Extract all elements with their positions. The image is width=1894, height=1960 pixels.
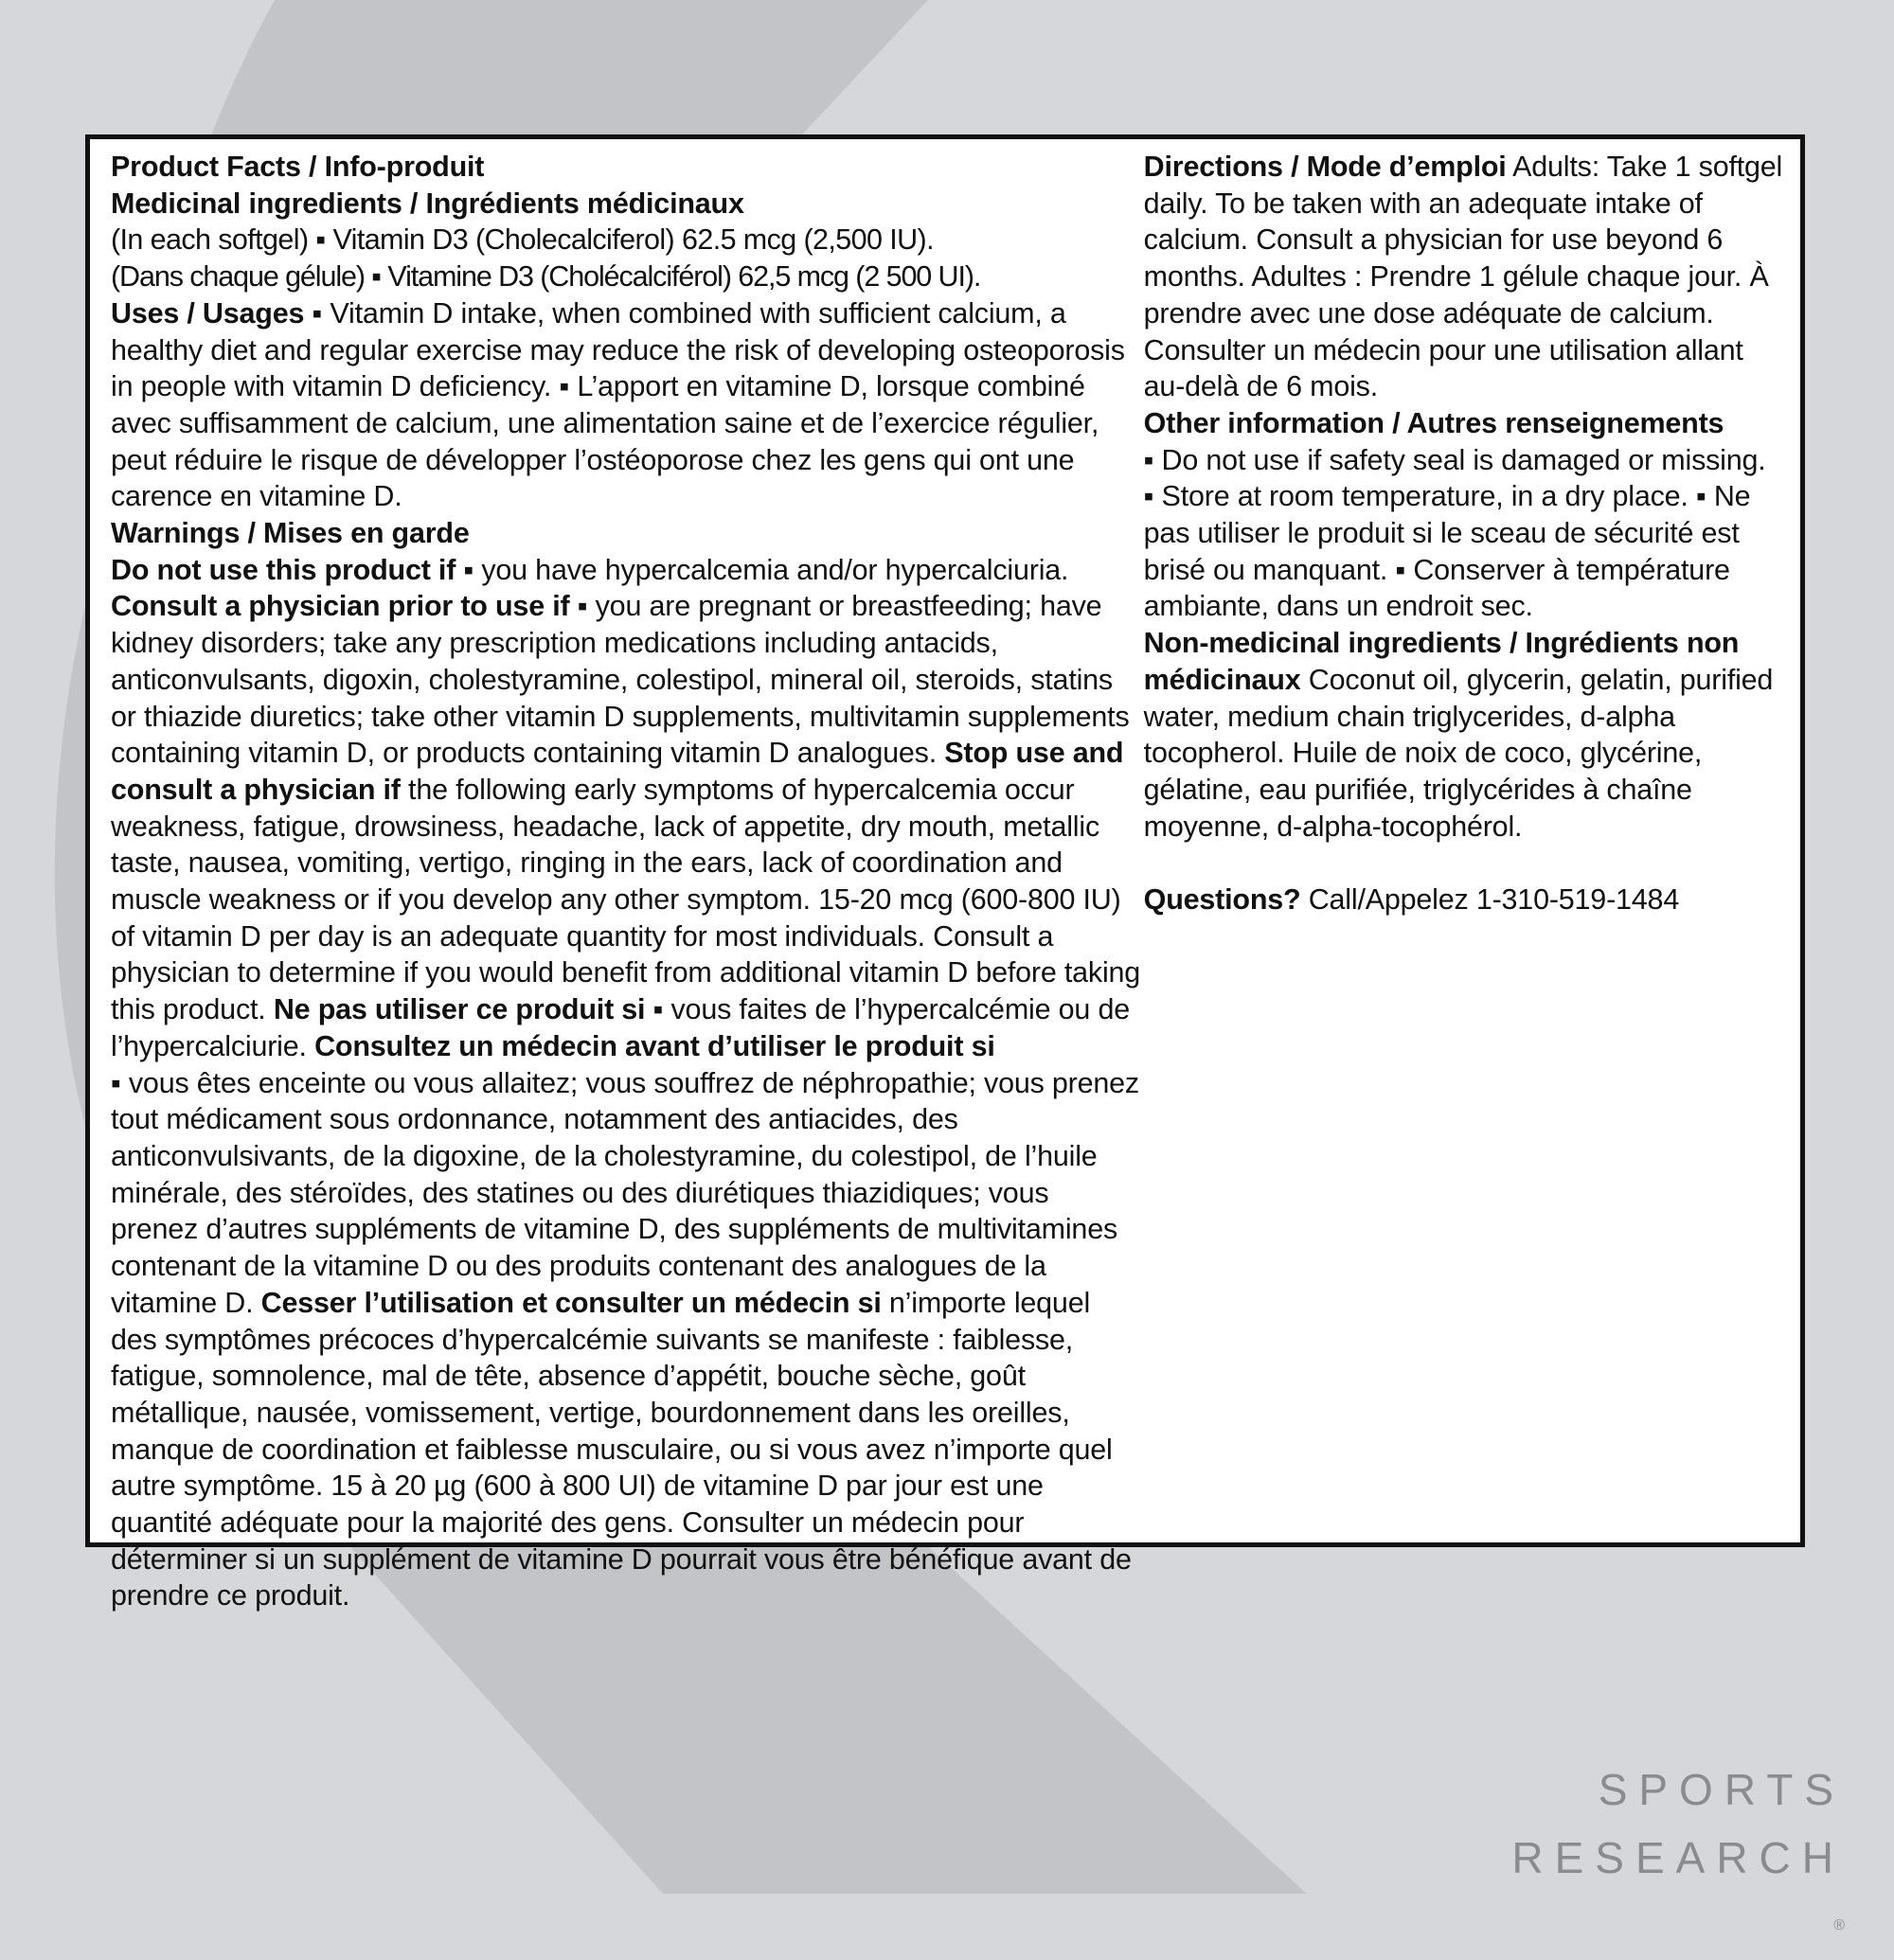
stop-heading: Stop use and consult a physician if: [111, 737, 1124, 806]
medicinal-fr: (Dans chaque gélule) ▪ Vitamine D3 (Cholécalciférol) 62,5 mcg (2 500 UI).: [111, 260, 981, 294]
non-medicinal-heading: Non-medicinal ingredients / Ingrédients non médicinaux: [1143, 627, 1740, 696]
warnings-section: [111, 515, 1144, 1065]
questions-text: Call/Appelez 1-310-519-1484: [1300, 883, 1680, 917]
product-facts-title: Product Facts / Info-produit: [111, 151, 485, 183]
spacer: [1144, 845, 1783, 882]
questions-heading: Questions?: [1143, 883, 1301, 917]
brand-line-1: SPORTS: [1598, 1765, 1845, 1814]
fr-do-not-use-heading: Ne pas utiliser ce produit si: [273, 993, 646, 1026]
non-medicinal-text: Coconut oil, glycerin, gelatin, purified water, medium chain triglycerides, d-alpha tocopherol. Huile de noix de coco, glycérine, gélatine, eau purifiée, triglycérides à chaîne moyenne, d-alpha-tocophérol.: [1143, 663, 1774, 843]
facts-column-right: [1144, 149, 1783, 1542]
directions-heading: Directions / Mode d’emploi: [1143, 151, 1507, 183]
warnings-heading: Warnings / Mises en garde: [111, 517, 470, 550]
fr-consult-text: ▪ vous êtes enceinte ou vous allaitez; vous souffrez de néphropathie; vous prenez tout médicament sous ordonnance, notamment des antiacides, des anticonvulsivants, de la digoxine, de la cholestyramine, du colestipol, de l’huile minérale, des stéroïdes, des statines ou des diurétiques thiazidiques; vous prenez d’autres suppléments de vitamine D, des suppléments de multivitamines contenant de la vitamine D ou des produits contenant des analogues de la vitamine D.: [111, 1066, 1139, 1319]
fr-stop-heading: Cesser l’utilisation et consulter un médecin si: [260, 1286, 882, 1319]
brand-word: RESEARCH: [1511, 1833, 1845, 1882]
fr-do-not-use-text: ▪ vous faites de l’hypercalcémie ou de l’hypercalciurie.: [111, 993, 1130, 1062]
directions-section: [1144, 149, 1783, 405]
registered-mark: ®: [1833, 1917, 1845, 1933]
other-info-section: [1144, 405, 1783, 625]
do-not-use-heading: Do not use this product if: [111, 553, 456, 586]
fr-consult-heading: Consultez un médecin avant d’utiliser le produit si: [314, 1029, 995, 1062]
questions-section: [1144, 882, 1783, 918]
brand-line-2: [1504, 1824, 1845, 1960]
consult-heading: Consult a physician prior to use if: [111, 590, 570, 623]
do-not-use-text: ▪ you have hypercalcemia and/or hypercalciuria.: [456, 553, 1069, 586]
product-facts-panel: [85, 134, 1805, 1613]
facts-column-left: [111, 149, 1144, 1613]
brand-logo: [1504, 1755, 1845, 1960]
uses-section: [111, 295, 1144, 515]
medicinal-en: (In each softgel) ▪ Vitamin D3 (Cholecalciferol) 62.5 mcg (2,500 IU).: [111, 223, 934, 257]
uses-text: ▪ Vitamin D intake, when combined with sufficient calcium, a healthy diet and regular exercise may reduce the risk of developing osteoporosis in people with vitamin D deficiency. ▪ L’apport en vitamine D, lorsque combiné avec suffisamment de calcium, une alimentation saine et de l’exercice régulier, peut réduire le risque de développer l’ostéoporose chez les gens qui ont une carence en vitamine D.: [111, 296, 1125, 513]
medicinal-heading: Medicinal ingredients / Ingrédients médicinaux: [111, 187, 744, 220]
directions-text: Adults: Take 1 softgel daily. To be taken with an adequate intake of calcium. Consult a physician for use beyond 6 months. Adultes : Prendre 1 gélule chaque jour. À prendre avec une dose adéquate de calcium. Consulter un médecin pour une utilisation allant au-delà de 6 mois.: [1143, 151, 1783, 403]
stop-text: the following early symptoms of hypercalcemia occur weakness, fatigue, drowsiness, headache, lack of appetite, dry mouth, metallic taste, nausea, vomiting, vertigo, ringing in the ears, lack of coordination and muscle weakness or if you develop any other symptom. 15-20 mcg (600-800 IU) of vitamin D per day is an adequate quantity for most individuals. Consult a physician to determine if you would benefit from additional vitamin D before taking this product.: [111, 773, 1141, 1026]
other-info-text: ▪ Do not use if safety seal is damaged or missing. ▪ Store at room temperature, in a dry place. ▪ Ne pas utiliser le produit si le sceau de sécurité est brisé ou manquant. ▪ Conserver à température ambiante, dans un endroit sec.: [1143, 443, 1766, 623]
other-info-heading: Other information / Autres renseignements: [1143, 406, 1724, 439]
fr-consult-section: [111, 1065, 1144, 1615]
consult-text: ▪ you are pregnant or breastfeeding; have kidney disorders; take any prescription medications including antacids, anticonvulsants, digoxin, cholestyramine, colestipol, mineral oil, steroids, statins or thiazide diuretics; take other vitamin D supplements, multivitamin supplements containing vitamin D, or products containing vitamin D analogues.: [111, 590, 1130, 770]
fr-stop-text: n’importe lequel des symptômes précoces d’hypercalcémie suivants se manifeste : faiblesse, fatigue, somnolence, mal de tête, absence d’appétit, bouche sèche, goût métallique, nausée, vomissement, vertige, bourdonnement dans les oreilles, manque de coordination et faiblesse musculaire, ou si vous avez n’importe quel autre symptôme. 15 à 20 µg (600 à 800 UI) de vitamine D par jour est une quantité adéquate pour la majorité des gens. Consulter un médecin pour déterminer si un supplément de vitamine D pourrait vous être bénéfique avant de prendre ce produit.: [111, 1286, 1132, 1613]
uses-heading: Uses / Usages: [111, 296, 305, 330]
non-medicinal-section: [1144, 625, 1783, 845]
